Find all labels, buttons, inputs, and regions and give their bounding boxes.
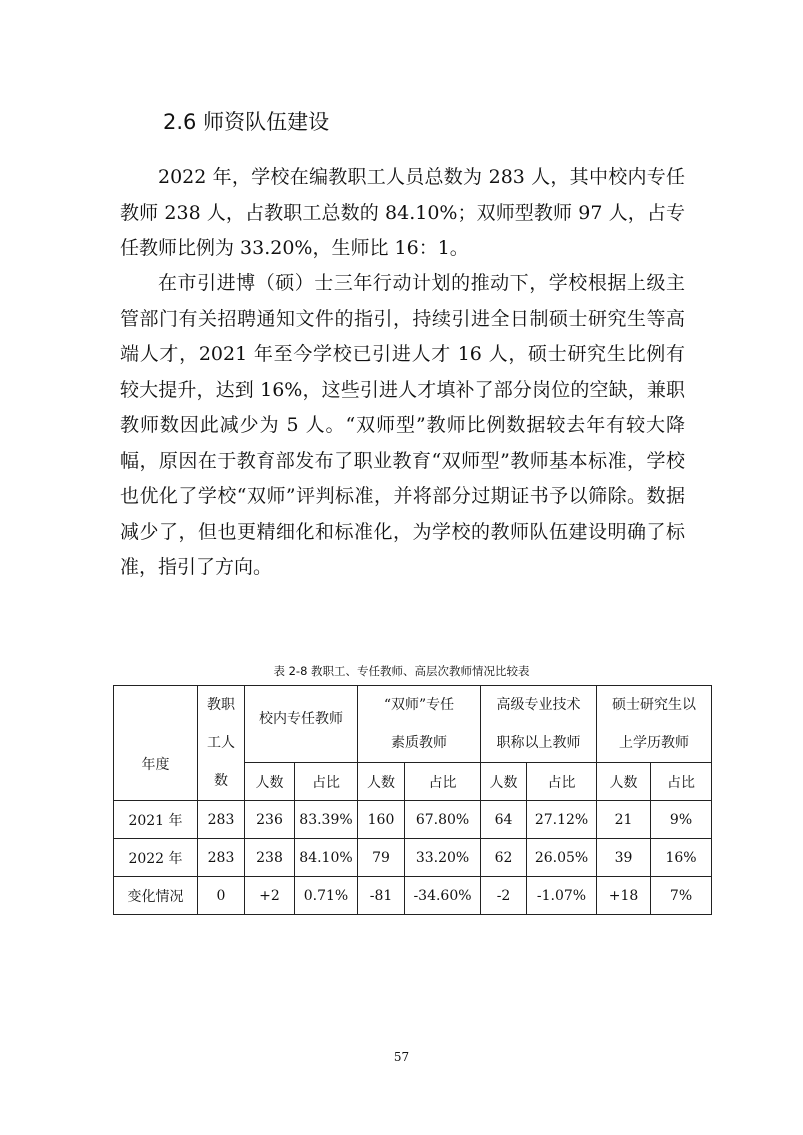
table-cell: 26.05% [527,839,597,877]
table-cell: 0.71% [295,877,358,915]
subheader-count: 人数 [245,763,295,801]
table-cell: 7% [651,877,712,915]
table-cell: 236 [245,801,295,839]
table-row [114,877,712,915]
section-heading: 2.6 师资队伍建设 [163,110,330,134]
table-cell: +18 [597,877,651,915]
header-year: 年度 [114,686,198,801]
header-senior-title-teachers: 高级专业技术 职称以上教师 [481,686,597,763]
table-caption: 表 2-8 教职工、专任教师、高层次教师情况比较表 [273,664,530,678]
header-staff-total: 教职 工人 数 [198,686,245,801]
table-cell: 283 [198,839,245,877]
row-label: 变化情况 [114,877,198,915]
table-cell: 16% [651,839,712,877]
table-cell: 160 [358,801,405,839]
subheader-count: 人数 [481,763,527,801]
header-master-degree-teachers: 硕士研究生以 上学历教师 [597,686,712,763]
paragraph-talent-introduction: 在市引进博（硕）士三年行动计划的推动下，学校根据上级主管部门有关招聘通知文件的指引，持续引进全日制硕士研究生等高端人才，2021 年至今学校已引进人才 16 人，硕士研究生比例有较大提升，达到 16%，这些引进人才填补了部分岗位的空缺，兼职教师数因此减少为 5 人。“双师型”教师比例数据较去年有较大降幅，原因在于教育部发布了职业教育“双师型”教师基本标准，学校也优化了学校“双师”评判标准，并将部分过期证书予以筛除。数据减少了，但也更精细化和标准化，为学校的教师队伍建设明确了标准，指引了方向。 [120,272,685,578]
table-cell: 9% [651,801,712,839]
row-label: 2021 年 [114,801,198,839]
table-cell: 0 [198,877,245,915]
table-cell: -2 [481,877,527,915]
paragraph-staff-summary: 2022 年，学校在编教职工人员总数为 283 人，其中校内专任教师 238 人，占教职工总数的 84.10%；双师型教师 97 人，占专任教师比例为 33.20%，生师比 16：1。 [120,166,685,259]
table-cell: -34.60% [405,877,481,915]
table-cell: -81 [358,877,405,915]
subheader-ratio: 占比 [295,763,358,801]
table-cell: +2 [245,877,295,915]
table-cell: 84.10% [295,839,358,877]
subheader-ratio: 占比 [651,763,712,801]
table-cell: 64 [481,801,527,839]
table-cell: -1.07% [527,877,597,915]
page-number: 57 [393,1050,410,1064]
subheader-ratio: 占比 [405,763,481,801]
table-cell: 33.20% [405,839,481,877]
subheader-count: 人数 [358,763,405,801]
table-cell: 283 [198,801,245,839]
header-fulltime-teachers: 校内专任教师 [245,686,358,763]
table-cell: 21 [597,801,651,839]
row-label: 2022 年 [114,839,198,877]
table-cell: 238 [245,839,295,877]
header-dual-qualified-teachers: “双师”专任 素质教师 [358,686,481,763]
table-cell: 83.39% [295,801,358,839]
table-cell: 67.80% [405,801,481,839]
table-cell: 27.12% [527,801,597,839]
subheader-ratio: 占比 [527,763,597,801]
subheader-count: 人数 [597,763,651,801]
table-cell: 62 [481,839,527,877]
table-cell: 79 [358,839,405,877]
table-cell: 39 [597,839,651,877]
table-row [114,839,712,877]
table-row [114,801,712,839]
staff-comparison-table [113,685,712,915]
